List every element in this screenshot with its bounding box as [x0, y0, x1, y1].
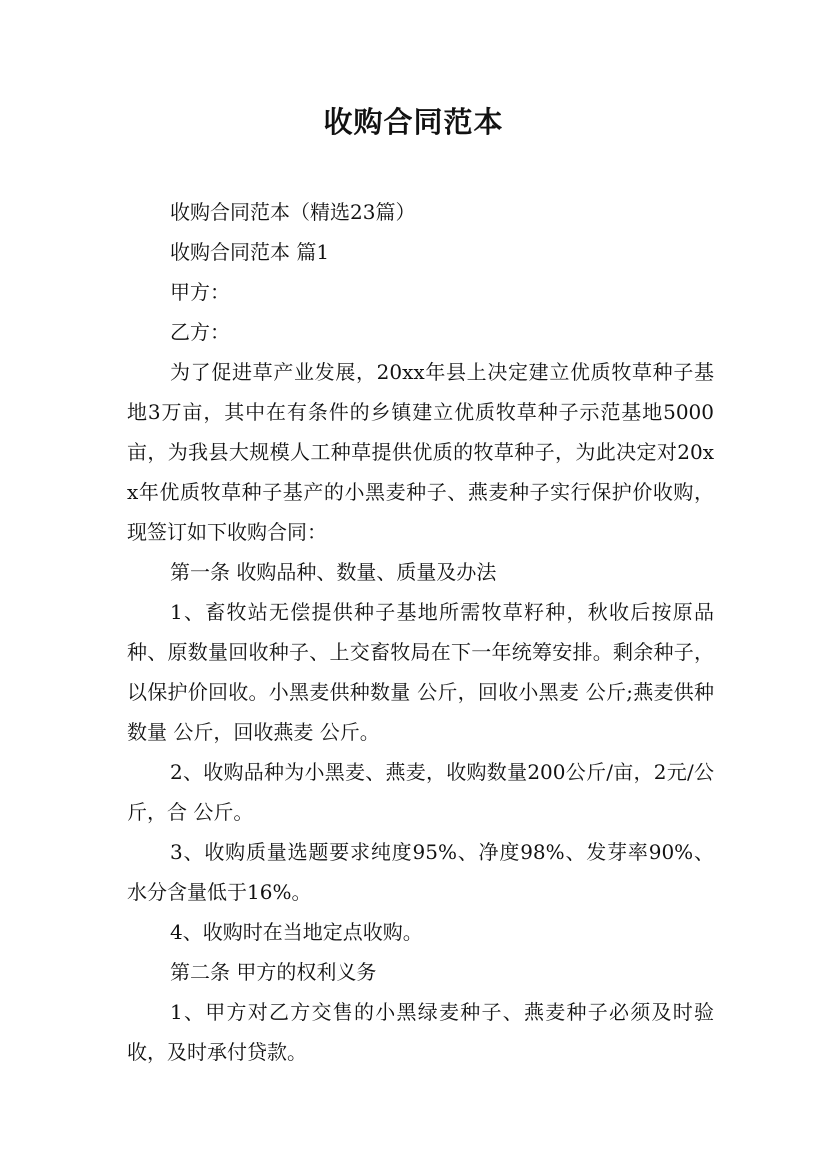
- paragraph-article-1-item-4: 4、收购时在当地定点收购。: [170, 920, 423, 944]
- document-body: [127, 192, 714, 1072]
- paragraph-article-1-item-1: 1、畜牧站无偿提供种子基地所需牧草籽种，秋收后按原品种、原数量回收种子、上交畜牧局在下一年统筹安排。剩余种子，以保护价回收。小黑麦供种数量 公斤，回收小黑麦 公斤;燕麦供种数量 公斤，回收燕麦 公斤。: [127, 600, 714, 744]
- paragraph-article-1-heading: 第一条 收购品种、数量、质量及办法: [170, 560, 497, 584]
- paragraph-article-2-heading: 第二条 甲方的权利义务: [170, 960, 377, 984]
- paragraph-article-1-item-3: 3、收购质量选题要求纯度95%、净度98%、发芽率90%、水分含量低于16%。: [127, 840, 714, 904]
- paragraph-section-heading: 收购合同范本 篇1: [170, 240, 330, 264]
- paragraph-party-b: 乙方：: [170, 320, 230, 344]
- document-title: 收购合同范本: [323, 105, 504, 139]
- paragraph-subtitle: 收购合同范本（精选23篇）: [170, 200, 416, 224]
- paragraph-preamble: 为了促进草产业发展，20xx年县上决定建立优质牧草种子基地3万亩，其中在有条件的乡镇建立优质牧草种子示范基地5000亩，为我县大规模人工种草提供优质的牧草种子，为此决定对20xx年优质牧草种子基产的小黑麦种子、燕麦种子实行保护价收购，现签订如下收购合同：: [127, 360, 714, 544]
- paragraph-article-1-item-2: 2、收购品种为小黑麦、燕麦，收购数量200公斤/亩，2元/公斤，合 公斤。: [127, 760, 714, 824]
- paragraph-article-2-item-1: 1、甲方对乙方交售的小黑绿麦种子、燕麦种子必须及时验收，及时承付贷款。: [127, 1000, 714, 1064]
- paragraph-party-a: 甲方：: [170, 280, 230, 304]
